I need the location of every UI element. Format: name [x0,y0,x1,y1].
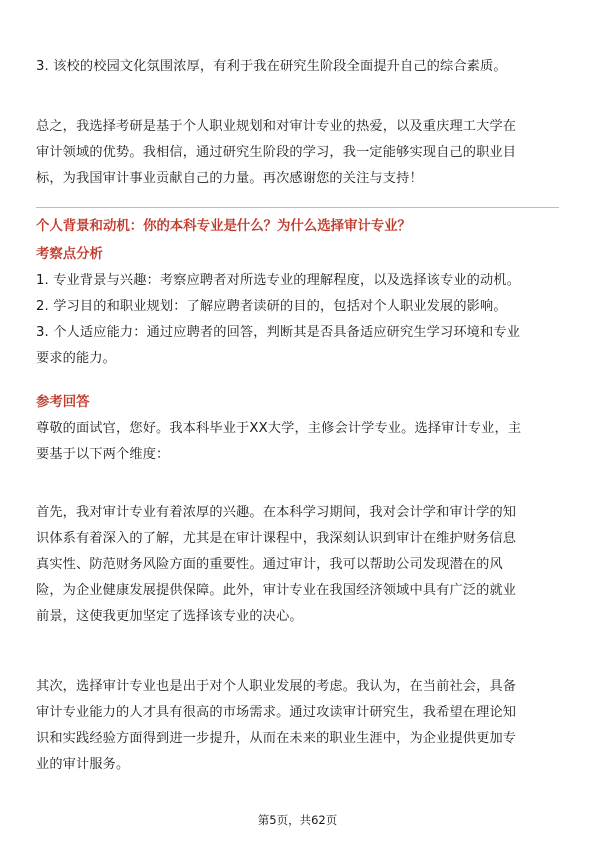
summary-line: 标，为我国审计事业贡献自己的力量。再次感谢您的关注与支持！ [36,171,423,186]
answer-first-line: 险，为企业健康发展提供保障。此外，审计专业在我国经济领域中具有广泛的就业 [36,583,517,598]
answer-first-line: 真实性、防范财务风险方面的重要性。通过审计，我可以帮助公司发现潜在的风 [36,557,503,572]
answer-heading: 参考回答 [36,395,90,410]
answer-first-line: 首先，我对审计专业有着浓厚的兴趣。在本科学习期间，我对会计学和审计学的知 [36,505,517,520]
answer-second-line: 其次，选择审计专业也是出于对个人职业发展的考虑。我认为，在当前社会，具备 [36,679,517,694]
answer-first-line: 识体系有着深入的了解，尤其是在审计课程中，我深刻认识到审计在维护财务信息 [36,531,517,546]
page-number: 第5页，共62页 [257,813,338,827]
analysis-heading: 考察点分析 [36,247,103,262]
answer-opening-line: 尊敬的面试官，您好。我本科毕业于XX大学，主修会计学专业。选择审计专业，主 [36,421,522,436]
answer-first-line: 前景，这使我更加坚定了选择该专业的决心。 [36,609,303,624]
summary-line: 审计领域的优势。我相信，通过研究生阶段的学习，我一定能够实现自己的职业目 [36,145,517,160]
answer-opening-line: 要基于以下两个维度： [36,447,170,462]
analysis-item: 2. 学习目的和职业规划：了解应聘者读研的目的，包括对个人职业发展的影响。 [36,299,507,314]
answer-first-reason [36,500,559,630]
analysis-item-continuation: 要求的能力。 [36,351,117,366]
question-title: 个人背景和动机：你的本科专业是什么？为什么选择审计专业？ [36,219,411,234]
analysis-item: 1. 专业背景与兴趣：考察应聘者对所选专业的理解程度，以及选择该专业的动机。 [36,273,521,288]
intro-point-3-text: 3. 该校的校园文化氛围浓厚，有利于我在研究生阶段全面提升自己的综合素质。 [36,59,507,74]
answer-opening [36,416,559,468]
intro-point-3 [36,54,559,80]
answer-second-line: 业的审计服务。 [36,757,130,772]
analysis-list [36,268,559,372]
answer-second-reason [36,674,559,778]
section-divider [36,207,559,208]
analysis-item: 3. 个人适应能力：通过应聘者的回答，判断其是否具备适应研究生学习环境和专业 [36,325,521,340]
summary-line: 总之，我选择考研是基于个人职业规划和对审计专业的热爱，以及重庆理工大学在 [36,119,517,134]
answer-second-line: 审计专业能力的人才具有很高的市场需求。通过攻读审计研究生，我希望在理论知 [36,705,517,720]
answer-second-line: 识和实践经验方面得到进一步提升，从而在未来的职业生涯中，为企业提供更加专 [36,731,517,746]
summary-paragraph [36,114,559,192]
